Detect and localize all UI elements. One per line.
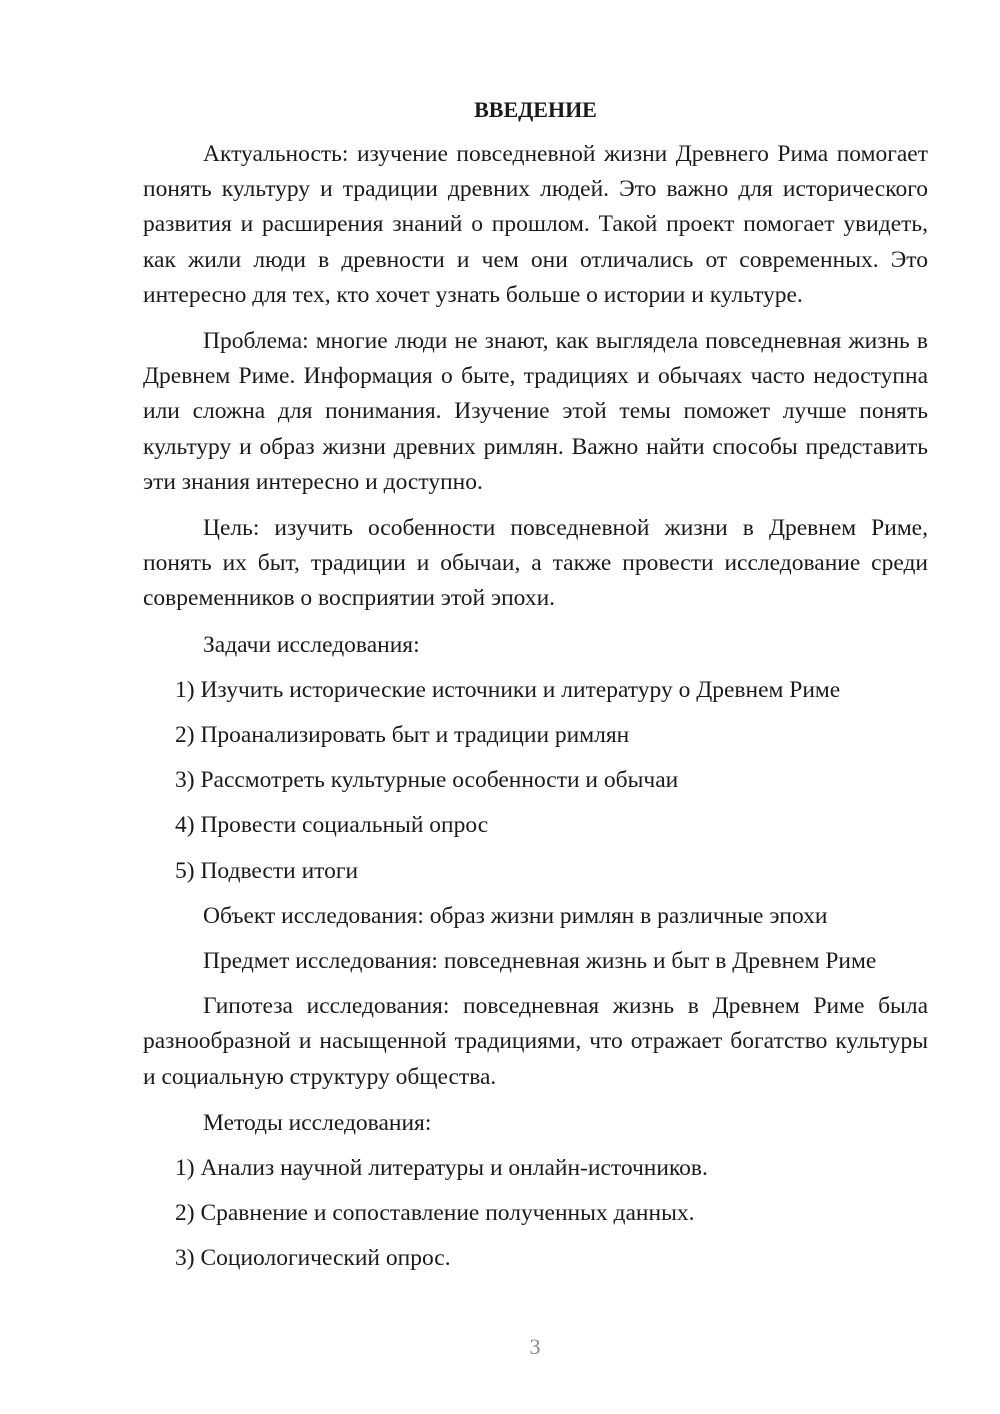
page-number: 3: [529, 1334, 541, 1359]
methods-title: Методы исследования:: [203, 1109, 432, 1136]
goal-paragraph: Цель: изучить особенности повседневной жизни в Древнем Риме, понять их быт, традиции и обычаи, а также провести исследование среди современников о восприятии этой эпохи.: [143, 515, 928, 612]
tasks-title: Задачи исследования:: [203, 631, 420, 658]
problem-paragraph: Проблема: многие люди не знают, как выглядела повседневная жизнь в Древнем Риме. Информация о быте, традициях и обычаях часто недоступна или сложна для понимания. Изучение этой темы поможет лучше понять культуру и образ жизни древних римлян. Важно найти способы представить эти знания интересно и доступно.: [143, 328, 928, 495]
method-item: 3) Социологический опрос.: [175, 1245, 451, 1272]
relevance-paragraph: Актуальность: изучение повседневной жизни Древнего Рима помогает понять культуру и традиции древних людей. Это важно для исторического развития и расширения знаний о прошлом. Такой проект помогает увидеть, как жили люди в древности и чем они отличались от современных. Это интересно для тех, кто хочет узнать больше о истории и культуре.: [143, 141, 928, 308]
document-page: [143, 96, 928, 1287]
section-heading: ВВЕДЕНИЕ: [474, 97, 597, 122]
subject-line: Предмет исследования: повседневная жизнь и быт в Древнем Риме: [203, 948, 877, 975]
task-item: 5) Подвести итоги: [175, 857, 359, 884]
object-line: Объект исследования: образ жизни римлян в различные эпохи: [203, 902, 828, 929]
method-item: 2) Сравнение и сопоставление полученных данных.: [175, 1200, 695, 1227]
hypothesis-paragraph: Гипотеза исследования: повседневная жизнь в Древнем Риме была разнообразной и насыщенной традициями, что отражает богатство культуры и социальную структуру общества.: [143, 993, 928, 1090]
task-item: 2) Проанализировать быт и традиции римлян: [175, 722, 630, 749]
task-item: 4) Провести социальный опрос: [175, 812, 489, 839]
task-item: 3) Рассмотреть культурные особенности и обычаи: [175, 767, 679, 794]
task-item: 1) Изучить исторические источники и литературу о Древнем Риме: [175, 676, 841, 703]
method-item: 1) Анализ научной литературы и онлайн-источников.: [175, 1155, 708, 1182]
